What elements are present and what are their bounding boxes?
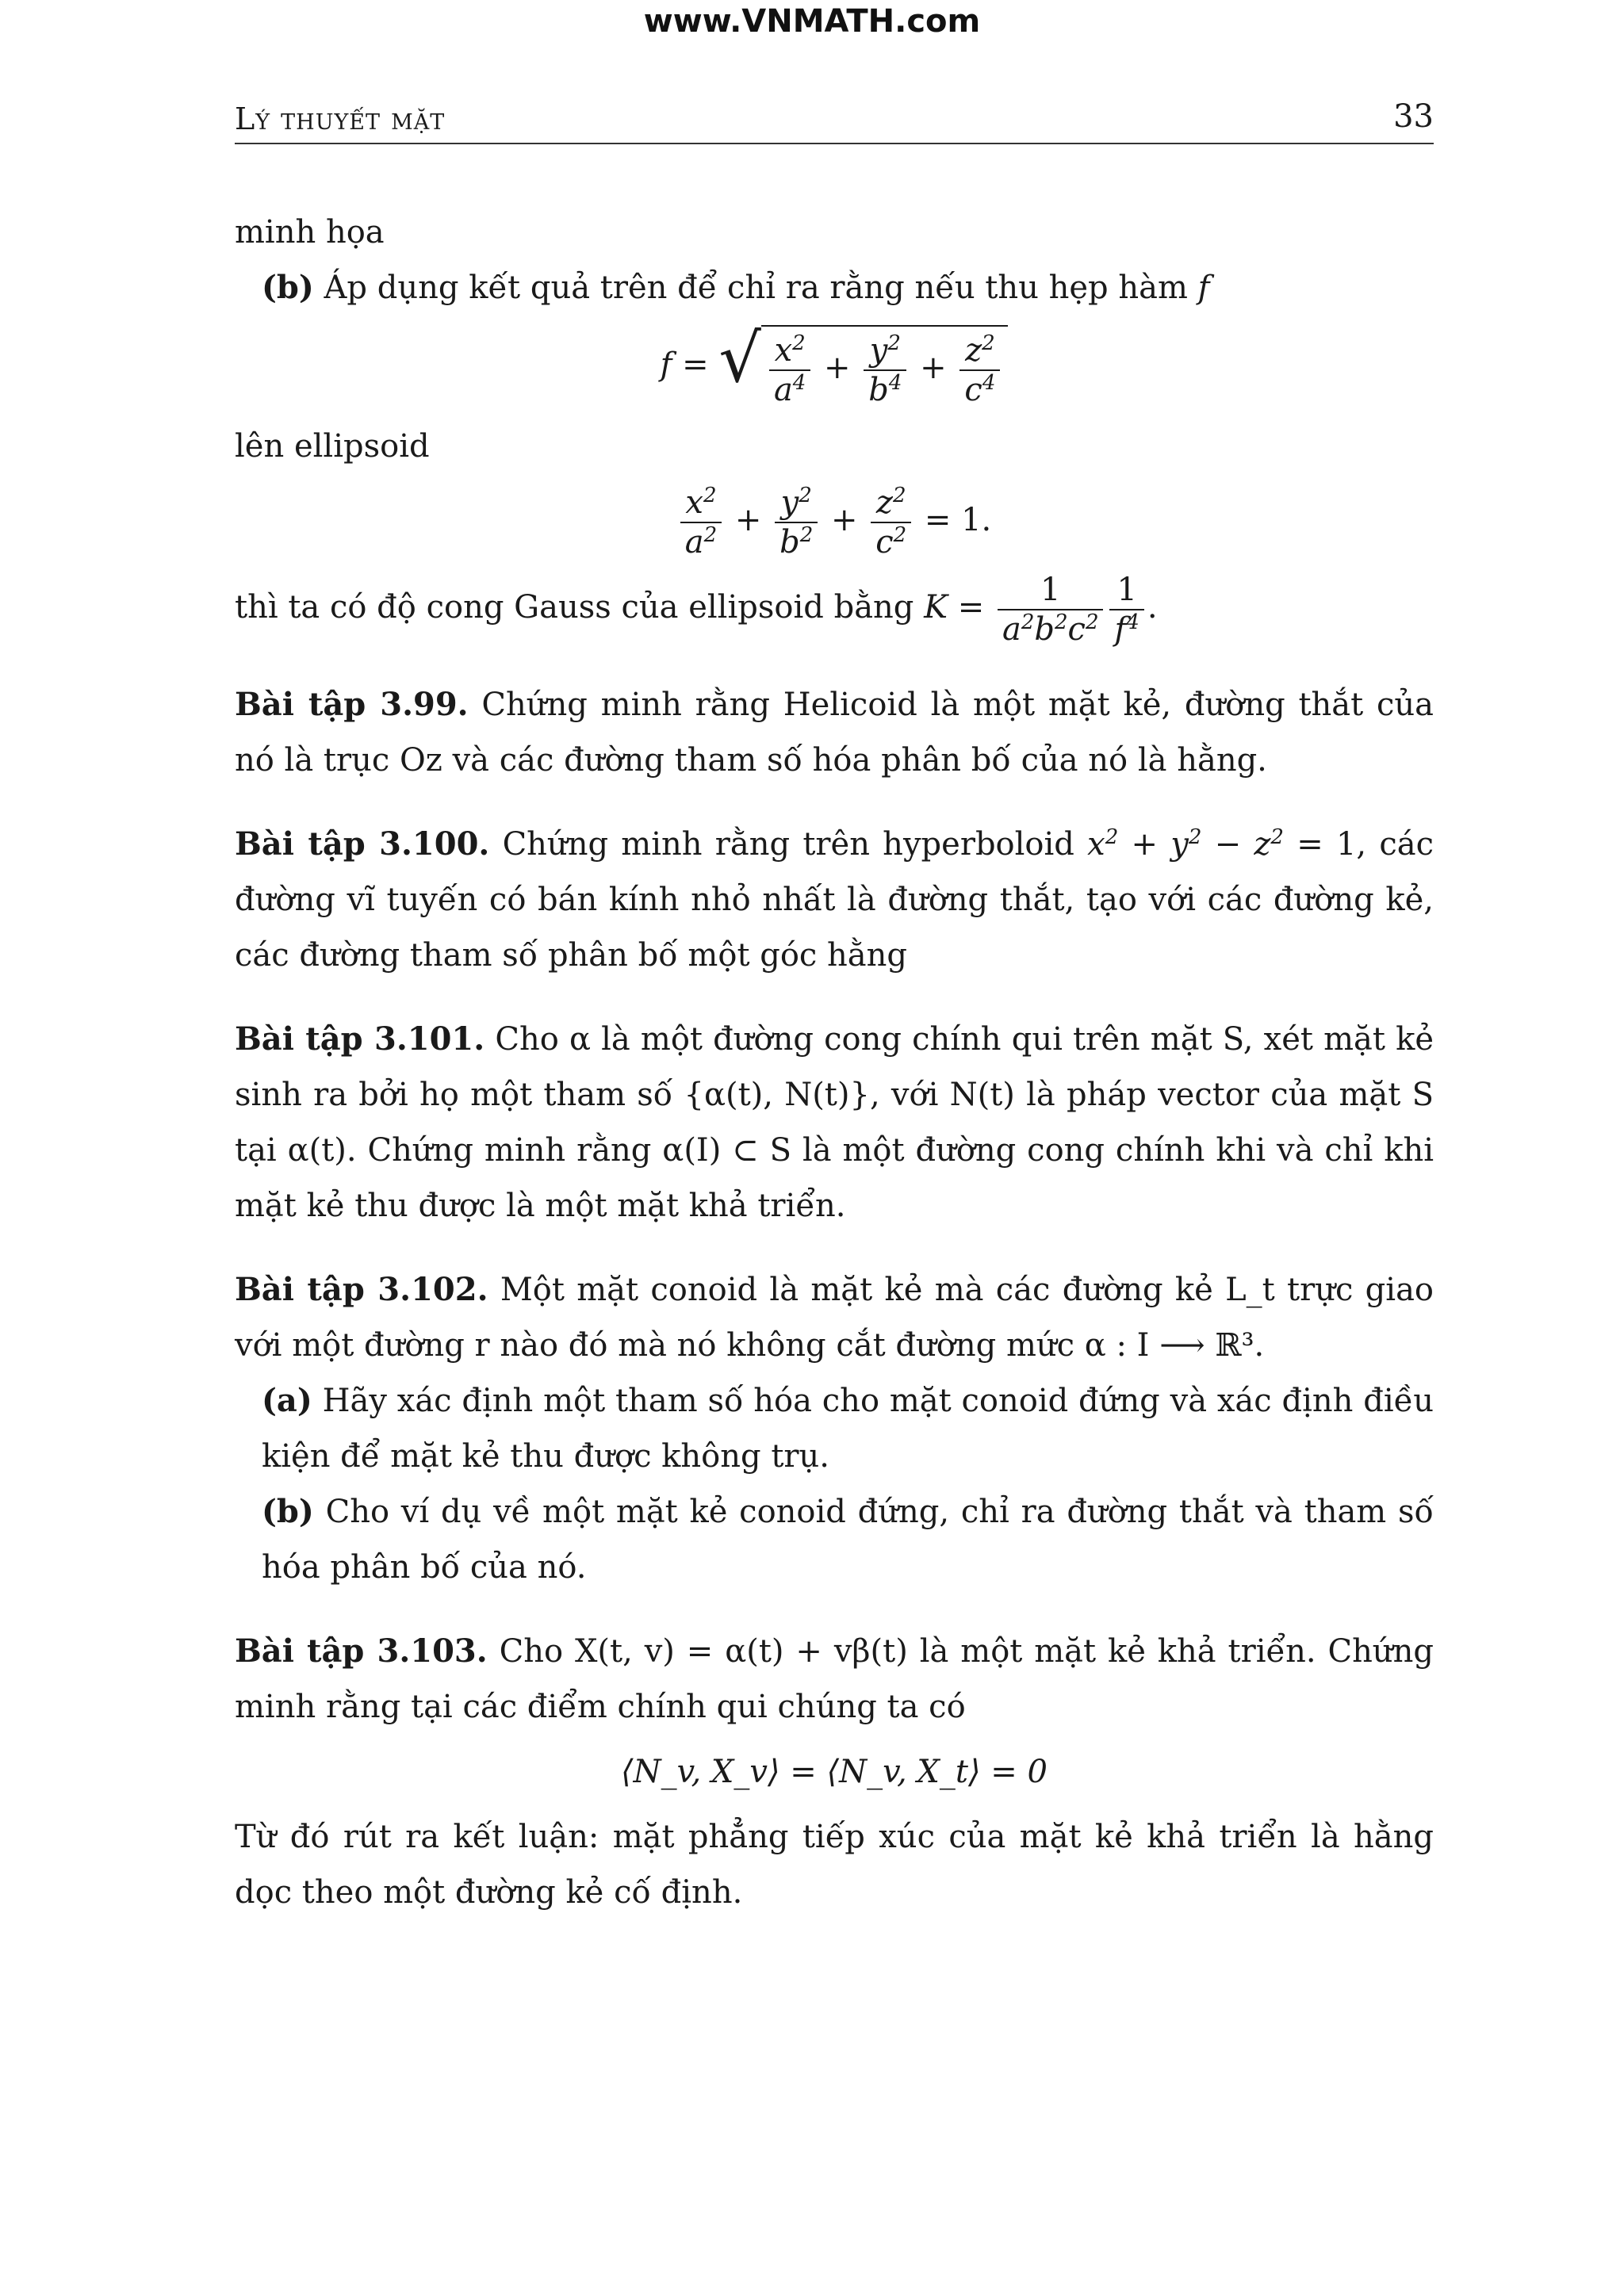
exercise-3-99: Bài tập 3.99. Chứng minh rằng Helicoid là một mặt kẻ, đường thắt của nó là trục Oz và các đường tham số hóa phân bố của nó là hằng. <box>235 686 1434 779</box>
paragraph-len-ellipsoid: lên ellipsoid <box>235 428 430 465</box>
paragraph-b: (b) Áp dụng kết quả trên để chỉ ra rằng nếu thu hẹp hàm f <box>262 269 1210 306</box>
exercise-3-102-a: (a) Hãy xác định một tham số hóa cho mặt conoid đứng và xác định điều kiện để mặt kẻ thu được không trụ. <box>262 1382 1434 1475</box>
item-text-b: Áp dụng kết quả trên để chỉ ra rằng nếu thu hẹp hàm <box>324 270 1188 306</box>
equation-ellipsoid: $\frac{x^2}{a^2}$ + $\frac{y^2}{b^2}$ + $\frac{z^2}{c^2}$ = 1. <box>235 484 1434 561</box>
paragraph-minh-hoa: minh họa <box>235 214 385 251</box>
running-head-title: Lý thuyết mặt <box>235 101 446 136</box>
paragraph-conclusion: Từ đó rút ra kết luận: mặt phẳng tiếp xúc của mặt kẻ khả triển là hằng dọc theo một đường kẻ cố định. <box>235 1819 1434 1911</box>
exercise-3-101: Bài tập 3.101. Cho α là một đường cong chính qui trên mặt S, xét mặt kẻ sinh ra bởi họ một tham số {α(t), N(t)}, với N(t) là pháp vector của mặt S tại α(t). Chứng minh rằng α(I) ⊂ S là một đường cong chính khi và chỉ khi mặt kẻ thu được là một mặt khả triển. <box>235 1020 1434 1224</box>
exercise-3-100: Bài tập 3.100. Chứng minh rằng trên hyperboloid $x^2 + y^2 - z^2 = 1$, các đường vĩ tuyến có bán kính nhỏ nhất là đường thắt, tạo với các đường kẻ, các đường tham số phân bố một góc hằng <box>235 825 1434 974</box>
exercise-3-102-b: (b) Cho ví dụ về một mặt kẻ conoid đứng, chỉ ra đường thắt và tham số hóa phân bố của nó. <box>262 1493 1434 1586</box>
watermark-url: www.VNMATH.com <box>643 3 981 40</box>
exercise-3-103: Bài tập 3.103. Cho X(t, v) = α(t) + vβ(t) là một mặt kẻ khả triển. Chứng minh rằng tại các điểm chính qui chúng ta có <box>235 1632 1434 1725</box>
equation-f-sqrt: f = √ $\frac{x^2}{a^4}$ + $\frac{y^2}{b^4}$ + $\frac{z^2}{c^4}$ <box>235 325 1434 409</box>
item-label-b: (b) <box>262 269 314 306</box>
header-rule <box>235 143 1434 144</box>
page-number: 33 <box>1393 98 1434 135</box>
page-content <box>235 205 1434 1920</box>
equation-inner-products: ⟨N_v, X_v⟩ = ⟨N_v, X_t⟩ = 0 <box>621 1754 1048 1790</box>
paragraph-gauss-curvature: thì ta có độ cong Gauss của ellipsoid bằng K = $\frac{1}{a^2b^2c^2}$ $\frac{1}{f^4}$ . <box>235 572 1158 648</box>
exercise-3-102: Bài tập 3.102. Một mặt conoid là mặt kẻ mà các đường kẻ L_t trực giao với một đường r nào đó mà nó không cắt đường mức α : I ⟶ ℝ³. <box>235 1271 1434 1364</box>
